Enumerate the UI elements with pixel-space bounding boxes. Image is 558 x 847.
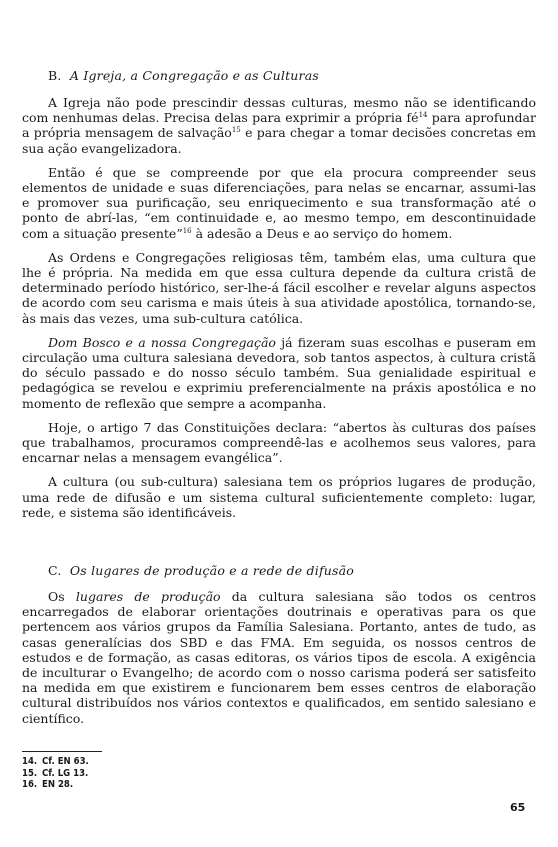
- footnote-ref-14: 14: [418, 111, 428, 120]
- section-b-heading: [48, 68, 319, 83]
- paragraph-3: As Ordens e Congregações religiosas têm, também elas, uma cultura que lhe é própria. Na medida em que essa cultura depende da cultura cristã de determinado período histórico, ser-lhe-á fácil escolher e revelar alguns aspectos de acordo com seu carisma e mais úteis à sua atividade apostólica, tornando-se, às mais das vezes, uma sub-cultura católica.: [22, 249, 536, 326]
- footnote-16: 16. EN 28.: [22, 779, 74, 790]
- paragraph-1: A Igreja não pode prescindir dessas culturas, mesmo não se identificando com nenhumas delas. Precisa delas para exprimir a própria $fé^{14}$ para aprofundar a própria mensagem de salvação$^{15}$ e para chegar a tomar decisões concretas em sua ação evangelizadora.: [22, 95, 536, 156]
- page-number: 65: [510, 801, 526, 814]
- paragraph-7-italic: lugares de produção: [75, 589, 221, 604]
- section-c-title: Os lugares de produção e a rede de difusão: [69, 563, 355, 578]
- section-c-body: [22, 589, 536, 735]
- footnote-14: 14. Cf. EN 63.: [22, 756, 89, 767]
- paragraph-6: A cultura (ou sub-cultura) salesiana tem os próprios lugares de produção, uma rede de difusão e um sistema cultural suficientemente completo: lugar, rede, e sistema são identificáveis.: [22, 474, 536, 520]
- footnote-ref-16: 16: [182, 226, 192, 235]
- paragraph-4-italic-lead: Dom Bosco e a nossa Congregação: [48, 334, 276, 350]
- footnote-divider: [22, 751, 102, 752]
- paragraph-7: Os lugares de produção da cultura salesiana são todos os centros encarregados de elaborar orientações doutrinais e operativas para os que pertencem aos vários grupos da Família Salesiana. Portanto, antes de tudo, as casas generalícias dos SBD e das FMA. Em seguida, os nossos centros de estudos e de formação, as casas editoras, os vários tipos de escola. A exigência de inculturar o Evangelho; de acordo com o nosso carisma poderá ser satisfeito na medida em que existirem e funcionarem bem esses centros de elaboração cultural distribuídos nos vários contextos e qualificados, em sentido salesiano e científico.: [22, 589, 536, 726]
- section-b-body: [22, 95, 536, 529]
- paragraph-5: Hoje, o artigo 7 das Constituições declara: “abertos às culturas dos países que trabalhamos, procuramos compreendê-las e acolhemos seus valores, para encarnar nelas a mensagem evangélica”.: [22, 419, 536, 466]
- section-c-heading: [48, 563, 354, 578]
- footnote-ref-15: 15: [231, 126, 241, 135]
- footnotes: [22, 756, 89, 791]
- section-b-title: A Igreja, a Congregação e as Culturas: [69, 68, 319, 83]
- section-b-letter: B.: [48, 68, 62, 83]
- paragraph-2: Então é que se compreende por que ela procura compreender seus elementos de unidade e suas diferenciações, para nelas se encarnar, assumi-las e promover sua purificação, seu enriquecimento e sua transformação até o ponto de abrí-las, “em continuidade e, ao mesmo tempo, em descontinuidade com a situação presente”$^{16}$ à adesão a Deus e ao serviço do homem.: [22, 164, 536, 241]
- footnote-15: 15. Cf. LG 13.: [22, 767, 89, 779]
- section-c-letter: C.: [48, 563, 62, 578]
- paragraph-4: Dom Bosco e a nossa Congregação já fizeram suas escolhas e puseram em circulação uma cultura salesiana devedora, sob tantos aspectos, à cultura cristã do século passado e do nosso século também. Sua genialidade espiritual e pedagógica se revelou e exprimiu preferencialmente na práxis apostólica e no momento de reflexão que sempre a acompanha.: [22, 334, 536, 411]
